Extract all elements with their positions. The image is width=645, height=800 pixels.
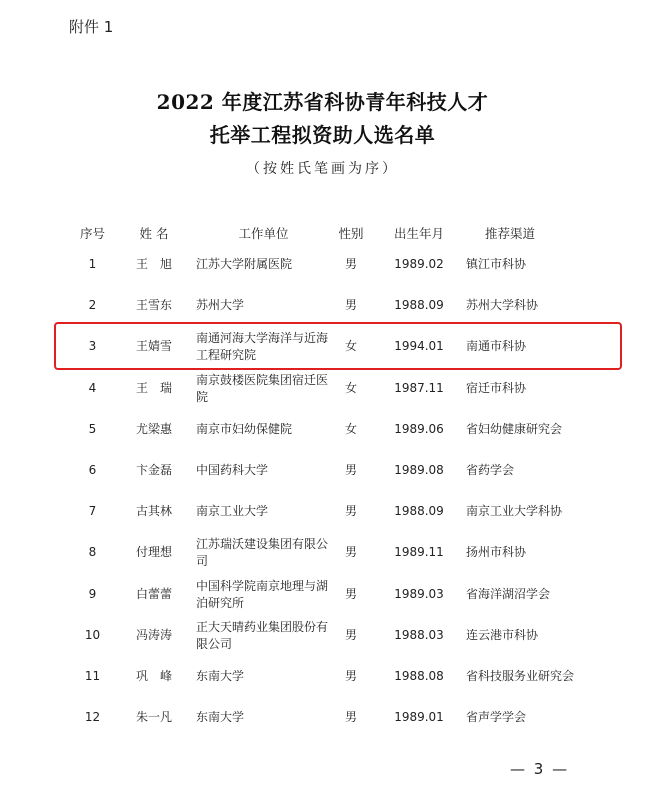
cell-name: 王 旭 xyxy=(135,257,172,271)
table-row xyxy=(0,368,645,409)
cell-unit: 南京工业大学 xyxy=(196,504,269,518)
cell-unit: 江苏大学附属医院 xyxy=(196,257,293,271)
cell-sex: 男 xyxy=(344,587,357,601)
document-subtitle: （按姓氏笔画为序） xyxy=(246,161,399,177)
cell-dob: 1989.08 xyxy=(394,463,444,477)
cell-dob: 1988.09 xyxy=(394,504,444,518)
cell-name: 巩 峰 xyxy=(135,669,172,683)
table-row xyxy=(0,244,645,285)
cell-dob: 1989.01 xyxy=(394,710,444,724)
cell-sex: 男 xyxy=(344,545,357,559)
header-unit: 工作单位 xyxy=(238,225,289,241)
cell-unit: 中国科学院南京地理与湖泊研究所 xyxy=(196,578,329,610)
table-row xyxy=(0,532,645,573)
cell-dob: 1987.11 xyxy=(394,381,444,395)
table-row xyxy=(0,697,645,738)
table-row xyxy=(0,615,645,656)
cell-unit: 南京鼓楼医院集团宿迁医院 xyxy=(196,372,329,404)
cell-no: 8 xyxy=(88,545,97,559)
cell-no: 2 xyxy=(88,298,97,312)
cell-recommender: 苏州大学科协 xyxy=(466,298,539,312)
cell-unit: 南京市妇幼保健院 xyxy=(196,422,293,436)
cell-no: 6 xyxy=(88,463,97,477)
table-row xyxy=(0,409,645,450)
cell-name: 王婧雪 xyxy=(135,339,172,353)
cell-dob: 1989.03 xyxy=(394,587,444,601)
cell-recommender: 宿迁市科协 xyxy=(466,381,527,395)
cell-unit: 东南大学 xyxy=(196,710,245,724)
cell-dob: 1994.01 xyxy=(394,339,444,353)
cell-no: 10 xyxy=(84,628,101,642)
header-dob: 出生年月 xyxy=(393,225,444,241)
cell-sex: 男 xyxy=(344,628,357,642)
cell-recommender: 省海洋湖沼学会 xyxy=(466,587,551,601)
cell-sex: 男 xyxy=(344,669,357,683)
cell-sex: 女 xyxy=(344,339,357,353)
cell-name: 冯涛涛 xyxy=(135,628,172,642)
cell-dob: 1988.08 xyxy=(394,669,444,683)
cell-unit: 南通河海大学海洋与近海工程研究院 xyxy=(196,330,329,362)
cell-sex: 男 xyxy=(344,463,357,477)
cell-recommender: 南京工业大学科协 xyxy=(466,504,563,518)
document-title-line1: 2022 年度江苏省科协青年科技人才 xyxy=(156,90,489,114)
cell-dob: 1988.03 xyxy=(394,628,444,642)
cell-name: 尤梁惠 xyxy=(135,422,172,436)
cell-dob: 1989.06 xyxy=(394,422,444,436)
cell-name: 古其林 xyxy=(135,504,172,518)
cell-recommender: 省科技服务业研究会 xyxy=(466,669,575,683)
cell-sex: 男 xyxy=(344,504,357,518)
cell-recommender: 南通市科协 xyxy=(466,339,527,353)
cell-name: 王雪东 xyxy=(135,298,172,312)
cell-recommender: 扬州市科协 xyxy=(466,545,527,559)
document-title-line2: 托举工程拟资助人选名单 xyxy=(209,123,436,147)
cell-no: 9 xyxy=(88,587,97,601)
cell-recommender: 省药学会 xyxy=(466,463,515,477)
cell-sex: 男 xyxy=(344,257,357,271)
cell-recommender: 镇江市科协 xyxy=(466,257,527,271)
cell-unit: 中国药科大学 xyxy=(196,463,269,477)
cell-dob: 1988.09 xyxy=(394,298,444,312)
table-row xyxy=(0,285,645,326)
table-row xyxy=(0,491,645,532)
table-row xyxy=(0,656,645,697)
table-row xyxy=(0,450,645,491)
cell-dob: 1989.11 xyxy=(394,545,444,559)
cell-sex: 男 xyxy=(344,298,357,312)
cell-name: 卞金磊 xyxy=(135,463,172,477)
attachment-label: 附件 1 xyxy=(69,18,114,36)
cell-unit: 东南大学 xyxy=(196,669,245,683)
cell-name: 王 瑞 xyxy=(135,381,172,395)
cell-unit: 正大天晴药业集团股份有限公司 xyxy=(196,619,329,651)
cell-no: 1 xyxy=(88,257,97,271)
cell-sex: 女 xyxy=(344,381,357,395)
cell-dob: 1989.02 xyxy=(394,257,444,271)
page-number: — 3 — xyxy=(510,760,570,778)
highlight-box xyxy=(54,322,622,370)
header-recommender: 推荐渠道 xyxy=(484,225,535,241)
table-row xyxy=(0,574,645,615)
cell-name: 白蕾蕾 xyxy=(135,587,172,601)
cell-no: 3 xyxy=(88,339,97,353)
header-sex: 性别 xyxy=(338,225,364,241)
cell-unit: 苏州大学 xyxy=(196,298,245,312)
cell-no: 7 xyxy=(88,504,97,518)
header-name: 姓 名 xyxy=(139,225,169,241)
cell-no: 11 xyxy=(84,669,101,683)
cell-name: 朱一凡 xyxy=(135,710,172,724)
cell-no: 5 xyxy=(88,422,97,436)
cell-no: 12 xyxy=(84,710,101,724)
cell-name: 付理想 xyxy=(135,545,172,559)
cell-sex: 女 xyxy=(344,422,357,436)
header-no: 序号 xyxy=(79,225,105,241)
cell-recommender: 省声学学会 xyxy=(466,710,527,724)
cell-no: 4 xyxy=(88,381,97,395)
cell-recommender: 省妇幼健康研究会 xyxy=(466,422,563,436)
cell-sex: 男 xyxy=(344,710,357,724)
cell-unit: 江苏瑞沃建设集团有限公司 xyxy=(196,536,329,568)
cell-recommender: 连云港市科协 xyxy=(466,628,539,642)
